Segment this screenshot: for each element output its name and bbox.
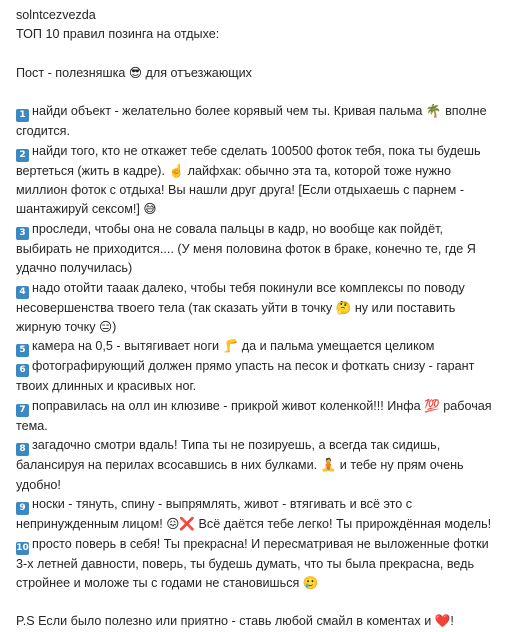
keycap-number-icon: 10	[16, 542, 29, 553]
rule-item	[16, 357, 502, 396]
keycap-number-icon: 8	[16, 443, 29, 456]
keycap-number-icon: 2	[16, 149, 29, 162]
keycap-number-icon: 5	[16, 344, 29, 357]
post-title: ТОП 10 правил позинга на отдыхе:	[16, 27, 220, 42]
rule-item	[16, 535, 502, 594]
rule-text: найди объект - желательно более корявый чем ты. Кривая пальма 🌴 вполне сгодится.	[16, 104, 487, 139]
rule-text: фотографирующий должен прямо упасть на песок и фоткать снизу - гарант твоих длинных и красивых ног.	[16, 359, 475, 394]
rule-text: носки - тянуть, спину - выпрямлять, живот - втягивать и всё это с непринужденным лицом! 😖❌ Всё даётся тебе легко! Ты прирождённая модель!	[16, 497, 492, 532]
rule-text: проследи, чтобы она не совала пальцы в кадр, но вообще как пойдёт, выбирать не приходится.... (У меня половина фоток в браке, конечно те, где Я удачно получилась)	[16, 221, 476, 276]
rule-item	[16, 142, 502, 220]
spacer	[16, 593, 502, 612]
rule-item	[16, 220, 502, 279]
rules-list	[16, 102, 502, 593]
post-intro: Пост - полезняшка 😎 для отъезжающих	[16, 65, 252, 80]
username-link[interactable]: solntcezvezda	[16, 8, 96, 22]
rule-text: найди того, кто не откажет тебе сделать 100500 фоток тебя, пока ты будешь вертеться (жить в кадре). ☝️ лайфхак: обычно эта та, которой тоже нужно миллион фоток с отдыха! Вы нашли друг друга! [Если отдыхаешь с парнем - шантажируй сексом!] 😅	[16, 143, 481, 217]
rule-item	[16, 337, 502, 357]
rule-item	[16, 495, 502, 534]
rule-text: надо отойти тааак далеко, чтобы тебя покинули все комплексы по поводу несовершенства твоего тела (так сказать уйти в точку 🤔 ну или поставить жирную точку 😑)	[16, 280, 465, 335]
spacer	[16, 45, 502, 64]
keycap-number-icon: 1	[16, 109, 29, 122]
keycap-number-icon: 9	[16, 502, 29, 515]
keycap-number-icon: 6	[16, 364, 29, 377]
spacer	[16, 83, 502, 102]
post-ps: P.S Если было полезно или приятно - ставь любой смайл в коментах и ❤️!	[16, 614, 454, 629]
rule-item	[16, 436, 502, 495]
rule-text: поправилась на олл ин клюзиве - прикрой живот коленкой!!! Инфа 💯 рабочая тема.	[16, 398, 492, 433]
keycap-number-icon: 4	[16, 286, 29, 299]
rule-item	[16, 397, 502, 436]
rule-text: загадочно смотри вдаль! Типа ты не позируешь, а всегда так сидишь, балансируя на перилах всосавшись в них булками. 🧘 и тебе ну прям очень удобно!	[16, 438, 464, 492]
rule-text: камера на 0,5 - вытягивает ноги 🦵 да и пальма умещается целиком	[32, 339, 435, 354]
rule-text: просто поверь в себя! Ты прекрасна! И пересматривая не выложенные фотки 3-х летней давности, поверь, ты будешь думать, что ты была прекрасна, ведь стройнее и моложе ты с годами не становишься 🥲	[16, 536, 489, 590]
rule-item	[16, 279, 502, 338]
keycap-number-icon: 3	[16, 227, 29, 240]
rule-item	[16, 102, 502, 141]
keycap-number-icon: 7	[16, 404, 29, 417]
